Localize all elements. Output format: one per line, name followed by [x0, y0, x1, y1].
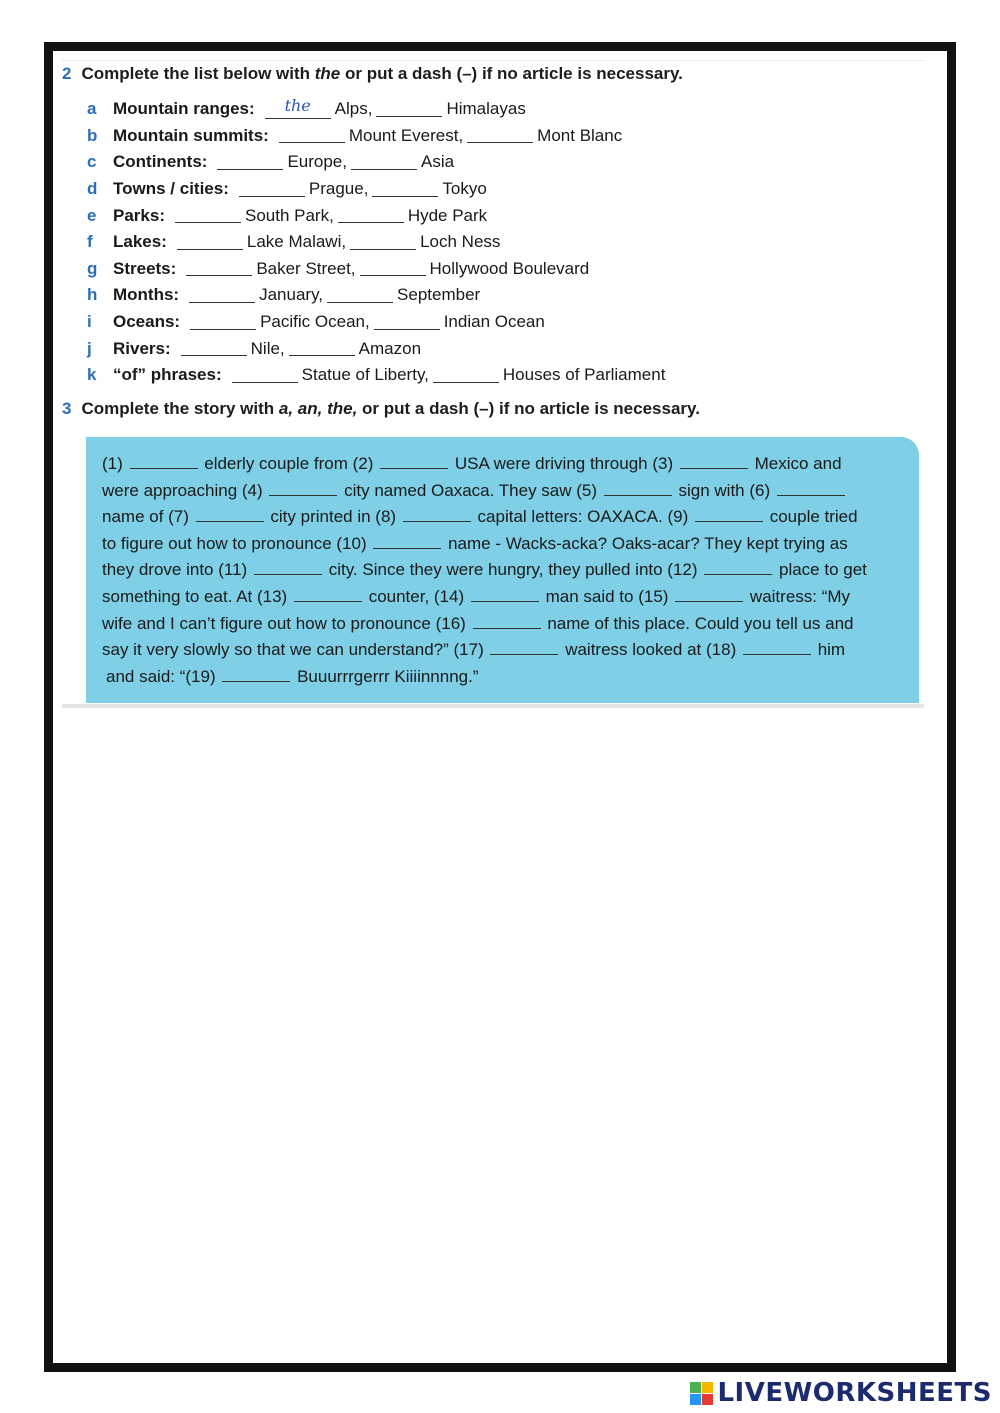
story-blank-8[interactable] [403, 507, 471, 522]
item-letter: h [87, 285, 98, 305]
item-text: Prague, [308, 179, 369, 199]
item-text: Houses of Parliament [502, 365, 666, 385]
item-text: Pacific Ocean, [260, 312, 370, 332]
story-text: him [817, 640, 846, 660]
story-box [86, 437, 919, 703]
brand-name: LIVEWORKSHEETS [717, 1378, 992, 1408]
answer-blank[interactable] [467, 128, 533, 143]
answer-blank[interactable] [350, 235, 416, 250]
list-item [87, 149, 665, 176]
story-line [102, 478, 903, 505]
story-text: to figure out how to pronounce (10) [102, 533, 367, 553]
exercise-2-instruction-em: the [314, 64, 341, 83]
story-blank-1[interactable] [130, 454, 198, 469]
item-category: Towns / cities: [113, 179, 229, 199]
item-text: Asia [420, 152, 455, 172]
list-item [87, 256, 665, 283]
answer-blank[interactable] [351, 155, 417, 170]
item-text: January, [259, 285, 324, 305]
item-text: Himalayas [446, 99, 526, 119]
story-text: and said: “(19) [106, 666, 216, 686]
story-text: name of (7) [102, 507, 189, 527]
item-text: South Park, [244, 205, 334, 225]
answer-blank[interactable] [217, 155, 283, 170]
story-text: USA were driving through (3) [454, 454, 674, 473]
story-line [102, 584, 903, 611]
story-text: say it very slowly so that we can understand?” (17) [102, 640, 484, 660]
exercise-2-heading [62, 64, 683, 84]
list-item [87, 309, 665, 336]
story-line [102, 637, 903, 664]
exercise-2-instruction-end: or put a dash (–) if no article is necessary. [340, 64, 683, 83]
answer-blank[interactable] [186, 261, 252, 276]
story-text: sign with (6) [678, 480, 771, 500]
answer-blank[interactable] [190, 315, 256, 330]
bottom-rule [62, 704, 924, 708]
item-text: Indian Ocean [443, 312, 545, 332]
answer-blank[interactable] [289, 341, 355, 356]
story-text: name of this place. Could you tell us and [547, 613, 854, 633]
item-text: Lake Malawi, [246, 232, 347, 252]
story-blank-7[interactable] [196, 507, 264, 522]
story-blank-13[interactable] [294, 587, 362, 602]
list-item [87, 229, 665, 256]
answer-blank[interactable]: the [265, 100, 331, 119]
item-category: Rivers: [113, 338, 171, 358]
exercise-2-instruction: Complete the list below with [81, 64, 315, 83]
item-text: Statue of Liberty, [301, 365, 429, 385]
answer-blank[interactable] [189, 288, 255, 303]
item-letter: c [87, 152, 97, 172]
answer-blank[interactable] [232, 368, 298, 383]
item-category: Streets: [113, 258, 177, 278]
item-category: “of” phrases: [113, 365, 222, 385]
answer-blank[interactable] [374, 315, 440, 330]
item-letter: e [87, 205, 97, 225]
item-text: Loch Ness [420, 232, 501, 252]
answer-blank[interactable] [376, 102, 442, 117]
exercise-3-heading [62, 399, 700, 419]
item-text: Tokyo [442, 179, 487, 199]
story-line [102, 611, 903, 638]
exercise-3-instruction: Complete the story with [81, 399, 279, 418]
story-text: something to eat. At (13) [102, 586, 288, 606]
answer-blank[interactable] [433, 368, 499, 383]
story-blank-19[interactable] [222, 667, 290, 682]
item-letter: k [87, 365, 97, 385]
item-text: Amazon [358, 338, 422, 358]
story-text: capital letters: OAXACA. (9) [477, 507, 689, 527]
exercise-2-number: 2 [62, 64, 72, 83]
story-text: elderly couple from (2) [204, 454, 374, 473]
item-letter: a [87, 99, 97, 119]
story-text: wife and I can’t figure out how to pronounce (16) [102, 613, 466, 633]
item-category: Lakes: [113, 232, 167, 252]
story-blank-4[interactable] [269, 481, 337, 496]
story-line [102, 664, 903, 691]
story-blank-15[interactable] [675, 587, 743, 602]
story-blank-10[interactable] [373, 534, 441, 549]
answer-blank[interactable] [360, 261, 426, 276]
item-category: Parks: [113, 205, 165, 225]
item-letter: i [87, 312, 92, 332]
item-text: Hyde Park [407, 205, 488, 225]
item-letter: d [87, 179, 98, 199]
story-blank-11[interactable] [254, 560, 322, 575]
story-text: waitress: “My [749, 586, 851, 606]
item-category: Oceans: [113, 312, 181, 332]
story-text: place to get [779, 560, 867, 580]
story-text: they drove into (11) [102, 560, 248, 580]
story-blank-9[interactable] [695, 507, 763, 522]
story-blank-6[interactable] [777, 481, 845, 496]
story-line [102, 451, 903, 478]
item-letter: f [87, 232, 93, 252]
answer-blank[interactable] [338, 208, 404, 223]
story-blank-16[interactable] [473, 614, 541, 629]
item-category: Mountain ranges: [113, 99, 255, 119]
list-item [87, 202, 665, 229]
story-line [102, 504, 903, 531]
story-blank-14[interactable] [471, 587, 539, 602]
list-item [87, 176, 665, 203]
exercise-3-number: 3 [62, 399, 72, 418]
story-line [102, 531, 903, 558]
story-text: man said to (15) [545, 586, 669, 606]
item-text: Mont Blanc [537, 125, 623, 145]
story-line [102, 557, 903, 584]
story-text: city printed in (8) [270, 507, 397, 527]
exercise-3-instruction-em: a, an, the, [278, 399, 358, 418]
item-category: Continents: [113, 152, 208, 172]
answer-blank[interactable] [279, 128, 345, 143]
item-text: September [397, 285, 481, 305]
list-item [87, 282, 665, 309]
item-letter: g [87, 258, 98, 278]
story-text: city. Since they were hungry, they pulled into (12) [328, 560, 698, 580]
answer-blank[interactable] [177, 235, 243, 250]
list-item [87, 335, 665, 362]
top-rule [62, 60, 924, 61]
story-text: were approaching (4) [102, 480, 263, 500]
item-category: Months: [113, 285, 180, 305]
item-text: Mount Everest, [348, 125, 464, 145]
item-letter: b [87, 125, 98, 145]
item-text: Alps, [334, 99, 373, 119]
answer-blank[interactable] [372, 182, 438, 197]
story-blank-5[interactable] [604, 481, 672, 496]
article-list [87, 96, 665, 389]
story-text: (1) [102, 454, 123, 473]
story-text: waitress looked at (18) [565, 640, 737, 660]
story-text: counter, (14) [368, 586, 465, 606]
story-blank-3[interactable] [680, 454, 748, 469]
item-letter: j [87, 338, 92, 358]
list-item [87, 123, 665, 150]
list-item [87, 96, 665, 123]
story-blank-17[interactable] [490, 640, 558, 655]
story-text: city named Oaxaca. They saw (5) [344, 480, 598, 500]
answer-blank[interactable] [181, 341, 247, 356]
list-item [87, 362, 665, 389]
exercise-3-instruction-end: or put a dash (–) if no article is necessary. [357, 399, 700, 418]
liveworksheets-logo [690, 1378, 992, 1408]
item-text: Nile, [250, 338, 285, 358]
item-text: Baker Street, [256, 258, 356, 278]
item-text: Hollywood Boulevard [429, 258, 590, 278]
story-text: Mexico and [754, 454, 842, 473]
story-blank-18[interactable] [743, 640, 811, 655]
story-text: Buuurrrgerrr Kiiiinnnng.” [297, 666, 479, 686]
story-text: couple tried [769, 507, 858, 527]
answer-blank[interactable] [327, 288, 393, 303]
story-blank-2[interactable] [380, 454, 448, 469]
story-blank-12[interactable] [704, 560, 772, 575]
item-text: Europe, [287, 152, 347, 172]
item-category: Mountain summits: [113, 125, 269, 145]
answer-blank[interactable] [175, 208, 241, 223]
story-text: name - Wacks-acka? Oaks-acar? They kept trying as [448, 533, 848, 553]
liveworksheets-icon [690, 1382, 713, 1405]
answer-blank[interactable] [239, 182, 305, 197]
